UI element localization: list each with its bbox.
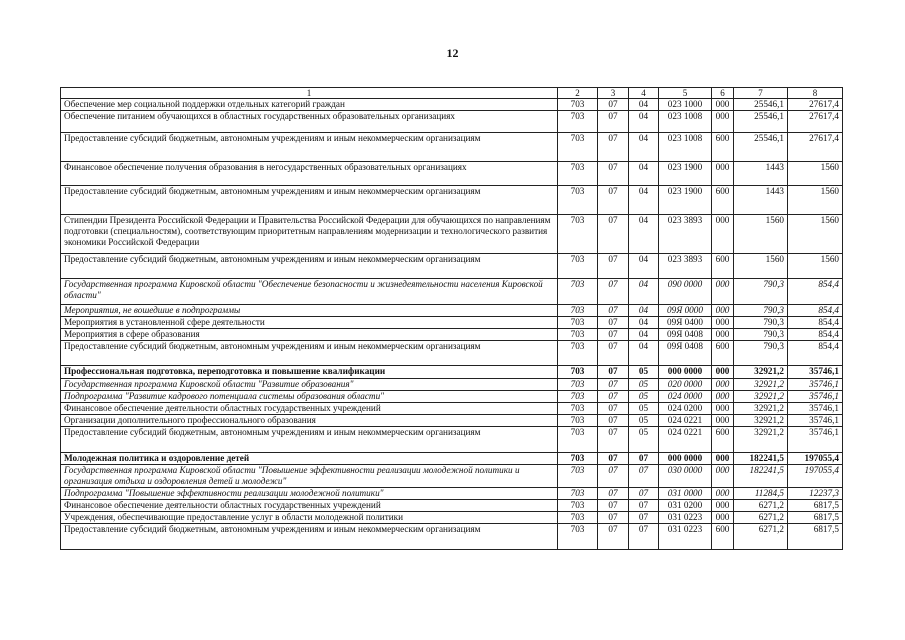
row-amount-year1-cell: 790,3 [734, 329, 788, 341]
row-expense-type-cell: 600 [712, 133, 734, 162]
row-amount-year2-cell: 35746,1 [788, 379, 843, 391]
row-section-cell: 07 [598, 524, 629, 550]
table-row [61, 99, 843, 111]
table-row [61, 379, 843, 391]
table-row [61, 524, 843, 550]
row-name-cell: Мероприятия, не вошедшие в подпрограммы [61, 305, 558, 317]
row-subsection-cell: 05 [629, 366, 659, 379]
row-section-cell: 07 [598, 379, 629, 391]
row-section-cell: 07 [598, 215, 629, 254]
row-section-cell: 07 [598, 488, 629, 500]
row-name-cell: Финансовое обеспечение получения образования в негосударственных образовательных организациях [61, 162, 558, 186]
row-amount-year1-cell: 11284,5 [734, 488, 788, 500]
row-target-article-cell: 024 0221 [659, 415, 712, 427]
row-target-article-cell: 000 0000 [659, 366, 712, 379]
table-row [61, 453, 843, 465]
row-subsection-cell: 07 [629, 488, 659, 500]
row-expense-type-cell: 000 [712, 279, 734, 305]
row-code-cell: 703 [558, 162, 598, 186]
row-amount-year2-cell: 27617,4 [788, 111, 843, 133]
row-amount-year1-cell: 32921,2 [734, 366, 788, 379]
column-header: 8 [788, 88, 843, 99]
table-row [61, 341, 843, 366]
column-header: 3 [598, 88, 629, 99]
column-header: 4 [629, 88, 659, 99]
row-amount-year2-cell: 12237,3 [788, 488, 843, 500]
row-subsection-cell: 05 [629, 391, 659, 403]
row-name-cell: Предоставление субсидий бюджетным, автономным учреждениям и иным некоммерческим организациям [61, 524, 558, 550]
row-amount-year2-cell: 1560 [788, 254, 843, 279]
row-name-cell: Государственная программа Кировской области "Развитие образования" [61, 379, 558, 391]
row-amount-year1-cell: 32921,2 [734, 379, 788, 391]
row-code-cell: 703 [558, 279, 598, 305]
row-expense-type-cell: 000 [712, 99, 734, 111]
row-amount-year1-cell: 790,3 [734, 305, 788, 317]
table-row [61, 403, 843, 415]
row-section-cell: 07 [598, 415, 629, 427]
row-target-article-cell: 024 0221 [659, 427, 712, 453]
row-name-cell: Стипендии Президента Российской Федерации и Правительства Российской Федерации для обучающихся по направлениям подготовки (специальностям), соответствующим приоритетным направлениям модернизации и технологического развития экономики Российской Федерации [61, 215, 558, 254]
row-code-cell: 703 [558, 111, 598, 133]
row-target-article-cell: 023 1000 [659, 99, 712, 111]
row-subsection-cell: 04 [629, 317, 659, 329]
row-amount-year1-cell: 790,3 [734, 317, 788, 329]
row-target-article-cell: 09Я 0000 [659, 305, 712, 317]
row-target-article-cell: 031 0200 [659, 500, 712, 512]
row-code-cell: 703 [558, 403, 598, 415]
row-target-article-cell: 000 0000 [659, 453, 712, 465]
row-name-cell: Предоставление субсидий бюджетным, автономным учреждениям и иным некоммерческим организациям [61, 341, 558, 366]
row-code-cell: 703 [558, 305, 598, 317]
row-section-cell: 07 [598, 186, 629, 215]
row-amount-year2-cell: 1560 [788, 215, 843, 254]
row-code-cell: 703 [558, 379, 598, 391]
row-section-cell: 07 [598, 403, 629, 415]
row-amount-year1-cell: 1443 [734, 162, 788, 186]
row-name-cell: Профессиональная подготовка, переподготовка и повышение квалификации [61, 366, 558, 379]
row-code-cell: 703 [558, 215, 598, 254]
row-code-cell: 703 [558, 488, 598, 500]
row-section-cell: 07 [598, 111, 629, 133]
row-subsection-cell: 07 [629, 453, 659, 465]
row-code-cell: 703 [558, 453, 598, 465]
table-row [61, 111, 843, 133]
row-subsection-cell: 04 [629, 305, 659, 317]
row-name-cell: Предоставление субсидий бюджетным, автономным учреждениям и иным некоммерческим организациям [61, 427, 558, 453]
row-expense-type-cell: 000 [712, 215, 734, 254]
row-expense-type-cell: 600 [712, 524, 734, 550]
row-amount-year1-cell: 182241,5 [734, 465, 788, 488]
row-name-cell: Обеспечение мер социальной поддержки отдельных категорий граждан [61, 99, 558, 111]
row-code-cell: 703 [558, 99, 598, 111]
column-header: 6 [712, 88, 734, 99]
row-section-cell: 07 [598, 133, 629, 162]
row-subsection-cell: 04 [629, 215, 659, 254]
row-target-article-cell: 09Я 0408 [659, 329, 712, 341]
column-header: 2 [558, 88, 598, 99]
row-code-cell: 703 [558, 427, 598, 453]
row-subsection-cell: 07 [629, 524, 659, 550]
row-section-cell: 07 [598, 453, 629, 465]
row-subsection-cell: 04 [629, 162, 659, 186]
row-code-cell: 703 [558, 524, 598, 550]
row-amount-year1-cell: 1560 [734, 215, 788, 254]
row-subsection-cell: 04 [629, 341, 659, 366]
column-header: 7 [734, 88, 788, 99]
row-amount-year2-cell: 1560 [788, 186, 843, 215]
row-subsection-cell: 04 [629, 111, 659, 133]
row-section-cell: 07 [598, 329, 629, 341]
row-expense-type-cell: 600 [712, 186, 734, 215]
row-code-cell: 703 [558, 366, 598, 379]
row-code-cell: 703 [558, 186, 598, 215]
row-subsection-cell: 04 [629, 186, 659, 215]
row-expense-type-cell: 000 [712, 162, 734, 186]
row-name-cell: Организации дополнительного профессионального образования [61, 415, 558, 427]
row-section-cell: 07 [598, 162, 629, 186]
table-body [61, 99, 843, 550]
row-expense-type-cell: 000 [712, 415, 734, 427]
row-amount-year2-cell: 35746,1 [788, 415, 843, 427]
row-expense-type-cell: 000 [712, 465, 734, 488]
row-amount-year1-cell: 32921,2 [734, 391, 788, 403]
table-row [61, 279, 843, 305]
row-target-article-cell: 020 0000 [659, 379, 712, 391]
row-code-cell: 703 [558, 317, 598, 329]
row-amount-year1-cell: 790,3 [734, 341, 788, 366]
row-code-cell: 703 [558, 391, 598, 403]
row-amount-year2-cell: 854,4 [788, 317, 843, 329]
row-section-cell: 07 [598, 305, 629, 317]
row-name-cell: Государственная программа Кировской области "Обеспечение безопасности и жизнедеятельности населения Кировской области" [61, 279, 558, 305]
row-amount-year1-cell: 32921,2 [734, 403, 788, 415]
row-target-article-cell: 031 0223 [659, 512, 712, 524]
row-subsection-cell: 05 [629, 403, 659, 415]
row-target-article-cell: 023 1900 [659, 162, 712, 186]
row-section-cell: 07 [598, 99, 629, 111]
table-row [61, 427, 843, 453]
row-expense-type-cell: 000 [712, 453, 734, 465]
row-expense-type-cell: 600 [712, 254, 734, 279]
row-target-article-cell: 09Я 0400 [659, 317, 712, 329]
row-section-cell: 07 [598, 427, 629, 453]
row-expense-type-cell: 000 [712, 329, 734, 341]
row-code-cell: 703 [558, 512, 598, 524]
row-amount-year1-cell: 32921,2 [734, 427, 788, 453]
row-amount-year1-cell: 182241,5 [734, 453, 788, 465]
row-section-cell: 07 [598, 366, 629, 379]
row-target-article-cell: 024 0200 [659, 403, 712, 415]
row-target-article-cell: 023 3893 [659, 254, 712, 279]
table-row [61, 133, 843, 162]
row-amount-year2-cell: 854,4 [788, 329, 843, 341]
row-section-cell: 07 [598, 279, 629, 305]
table-row [61, 317, 843, 329]
row-amount-year2-cell: 854,4 [788, 341, 843, 366]
row-amount-year2-cell: 6817,5 [788, 500, 843, 512]
row-target-article-cell: 090 0000 [659, 279, 712, 305]
row-amount-year1-cell: 25546,1 [734, 111, 788, 133]
row-section-cell: 07 [598, 465, 629, 488]
table-row [61, 391, 843, 403]
row-target-article-cell: 09Я 0408 [659, 341, 712, 366]
row-target-article-cell: 024 0000 [659, 391, 712, 403]
table-row [61, 254, 843, 279]
row-name-cell: Государственная программа Кировской области "Повышение эффективности реализации молодежной политики и организация отдыха и оздоровления детей и молодежи" [61, 465, 558, 488]
row-subsection-cell: 07 [629, 500, 659, 512]
row-target-article-cell: 023 1008 [659, 133, 712, 162]
row-amount-year2-cell: 197055,4 [788, 465, 843, 488]
table-header-row [61, 88, 843, 99]
row-target-article-cell: 023 1008 [659, 111, 712, 133]
row-section-cell: 07 [598, 391, 629, 403]
row-amount-year1-cell: 790,3 [734, 279, 788, 305]
row-amount-year1-cell: 6271,2 [734, 500, 788, 512]
column-header: 1 [61, 88, 558, 99]
row-subsection-cell: 07 [629, 512, 659, 524]
row-section-cell: 07 [598, 500, 629, 512]
row-subsection-cell: 04 [629, 133, 659, 162]
row-subsection-cell: 05 [629, 379, 659, 391]
table-row [61, 305, 843, 317]
row-expense-type-cell: 000 [712, 366, 734, 379]
table-row [61, 500, 843, 512]
table-row [61, 366, 843, 379]
row-amount-year2-cell: 854,4 [788, 279, 843, 305]
row-name-cell: Подпрограмма "Повышение эффективности реализации молодежной политики" [61, 488, 558, 500]
row-name-cell: Мероприятия в сфере образования [61, 329, 558, 341]
row-subsection-cell: 04 [629, 329, 659, 341]
row-name-cell: Молодежная политика и оздоровление детей [61, 453, 558, 465]
row-amount-year2-cell: 197055,4 [788, 453, 843, 465]
table-row [61, 329, 843, 341]
row-amount-year2-cell: 35746,1 [788, 366, 843, 379]
row-amount-year1-cell: 1443 [734, 186, 788, 215]
row-amount-year2-cell: 854,4 [788, 305, 843, 317]
table-row [61, 186, 843, 215]
table-row [61, 488, 843, 500]
row-name-cell: Учреждения, обеспечивающие предоставление услуг в области молодежной политики [61, 512, 558, 524]
row-expense-type-cell: 000 [712, 317, 734, 329]
row-amount-year1-cell: 6271,2 [734, 512, 788, 524]
row-code-cell: 703 [558, 133, 598, 162]
row-section-cell: 07 [598, 254, 629, 279]
row-amount-year2-cell: 35746,1 [788, 391, 843, 403]
row-section-cell: 07 [598, 512, 629, 524]
row-target-article-cell: 030 0000 [659, 465, 712, 488]
row-expense-type-cell: 600 [712, 427, 734, 453]
row-name-cell: Обеспечение питанием обучающихся в областных государственных образовательных организациях [61, 111, 558, 133]
row-section-cell: 07 [598, 341, 629, 366]
table-row [61, 415, 843, 427]
row-subsection-cell: 07 [629, 465, 659, 488]
row-code-cell: 703 [558, 500, 598, 512]
row-subsection-cell: 05 [629, 427, 659, 453]
column-header: 5 [659, 88, 712, 99]
row-subsection-cell: 04 [629, 99, 659, 111]
row-name-cell: Финансовое обеспечение деятельности областных государственных учреждений [61, 403, 558, 415]
row-amount-year1-cell: 25546,1 [734, 133, 788, 162]
row-amount-year2-cell: 27617,4 [788, 99, 843, 111]
table-row [61, 162, 843, 186]
row-expense-type-cell: 000 [712, 500, 734, 512]
row-code-cell: 703 [558, 329, 598, 341]
row-amount-year2-cell: 35746,1 [788, 403, 843, 415]
row-target-article-cell: 023 3893 [659, 215, 712, 254]
row-expense-type-cell: 000 [712, 391, 734, 403]
row-expense-type-cell: 000 [712, 488, 734, 500]
row-amount-year1-cell: 32921,2 [734, 415, 788, 427]
row-subsection-cell: 04 [629, 279, 659, 305]
row-expense-type-cell: 600 [712, 341, 734, 366]
row-expense-type-cell: 000 [712, 403, 734, 415]
row-amount-year2-cell: 1560 [788, 162, 843, 186]
row-subsection-cell: 05 [629, 415, 659, 427]
row-expense-type-cell: 000 [712, 379, 734, 391]
row-amount-year2-cell: 6817,5 [788, 524, 843, 550]
row-subsection-cell: 04 [629, 254, 659, 279]
row-name-cell: Предоставление субсидий бюджетным, автономным учреждениям и иным некоммерческим организациям [61, 186, 558, 215]
row-code-cell: 703 [558, 254, 598, 279]
page-number: 12 [446, 46, 459, 60]
row-code-cell: 703 [558, 415, 598, 427]
row-name-cell: Предоставление субсидий бюджетным, автономным учреждениям и иным некоммерческим организациям [61, 254, 558, 279]
row-name-cell: Подпрограмма "Развитие кадрового потенциала системы образования области" [61, 391, 558, 403]
table-row [61, 512, 843, 524]
row-section-cell: 07 [598, 317, 629, 329]
row-expense-type-cell: 000 [712, 111, 734, 133]
row-amount-year2-cell: 6817,5 [788, 512, 843, 524]
row-expense-type-cell: 000 [712, 512, 734, 524]
row-expense-type-cell: 000 [712, 305, 734, 317]
row-name-cell: Мероприятия в установленной сфере деятельности [61, 317, 558, 329]
row-amount-year1-cell: 25546,1 [734, 99, 788, 111]
row-amount-year1-cell: 1560 [734, 254, 788, 279]
row-name-cell: Предоставление субсидий бюджетным, автономным учреждениям и иным некоммерческим организациям [61, 133, 558, 162]
table-row [61, 465, 843, 488]
row-name-cell: Финансовое обеспечение деятельности областных государственных учреждений [61, 500, 558, 512]
row-code-cell: 703 [558, 341, 598, 366]
row-target-article-cell: 031 0223 [659, 524, 712, 550]
row-code-cell: 703 [558, 465, 598, 488]
row-amount-year2-cell: 27617,4 [788, 133, 843, 162]
row-amount-year1-cell: 6271,2 [734, 524, 788, 550]
row-amount-year2-cell: 35746,1 [788, 427, 843, 453]
budget-table [60, 87, 843, 550]
row-target-article-cell: 023 1900 [659, 186, 712, 215]
table-row [61, 215, 843, 254]
row-target-article-cell: 031 0000 [659, 488, 712, 500]
